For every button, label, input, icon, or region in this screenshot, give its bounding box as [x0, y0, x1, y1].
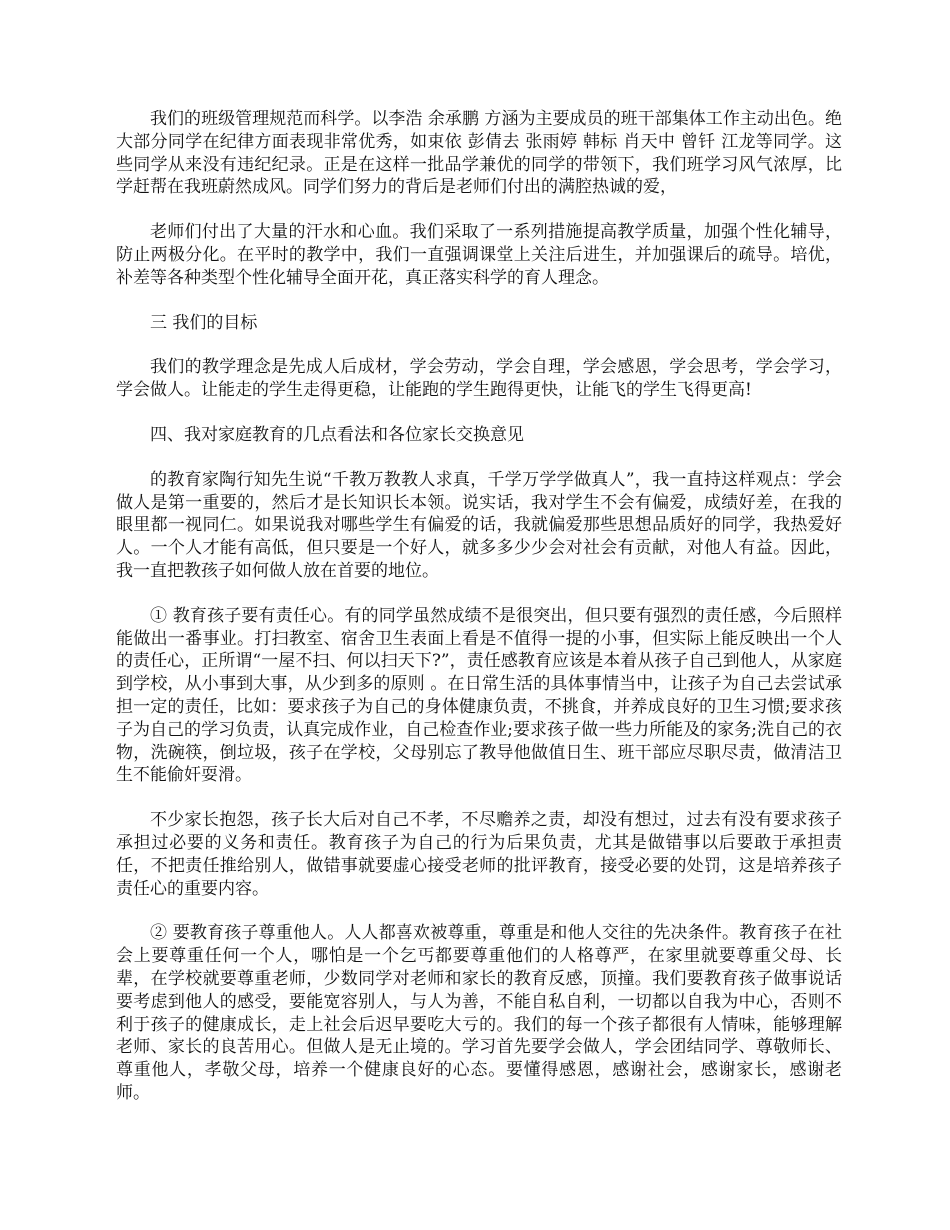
paragraph-respect-others: ② 要教育孩子尊重他人。人人都喜欢被尊重，尊重是和他人交往的先决条件。教育孩子在社会上要尊重任何一个人，哪怕是一个乞丐都要尊重他们的人格尊严，在家里就要尊重父母、长辈，在学校就要尊重老师，少数同学对老师和家长的教育反感，顶撞。我们要教育孩子做事说话要考虑到他人的感受，要能宽容别人，与人为善，不能自私自利，一切都以自我为中心，否则不利于孩子的健康成长，走上社会后迟早要吃大亏的。我们的每一个孩子都很有人情味，能够理解老师、家长的良苦用心。但做人是无止境的。学习首先要学会做人，学会团结同学、尊敬师长、尊重他人，孝敬父母，培养一个健康良好的心态。要懂得感恩，感谢社会，感谢家长，感谢老师。 [116, 923, 842, 1103]
section-heading-goals: 三 我们的目标 [150, 312, 258, 333]
paragraph-responsibility: ① 教育孩子要有责任心。有的同学虽然成绩不是很突出，但只要有强烈的责任感，今后照样能做出一番事业。打扫教室、宿舍卫生表面上看是不值得一提的小事，但实际上能反映出一个人的责任心，正所谓“一屋不扫、何以扫天下?”，责任感教育应该是本着从孩子自己到他人，从家庭到学校，从小事到大事，从少到多的原则 。在日常生活的具体事情当中，让孩子为自己去尝试承担一定的责任，比如：要求孩子为自己的身体健康负责，不挑食，并养成良好的卫生习惯;要求孩子为自己的学习负责，认真完成作业，自己检查作业;要求孩子做一些力所能及的家务;洗自己的衣物，洗碗筷，倒垃圾，孩子在学校，父母别忘了教导他做值日生、班干部应尽职尽责，做清洁卫生不能偷奸耍滑。 [116, 605, 843, 786]
paragraph-teaching-philosophy: 我们的教学理念是先成人后成材，学会劳动，学会自理，学会感恩，学会思考，学会学习，学会做人。让能走的学生走得更稳，让能跑的学生跑得更快，让能飞的学生飞得更高! [116, 357, 842, 401]
paragraph-tao-xingzhi: 的教育家陶行知先生说“千教万教教人求真，千学万学学做真人”，我一直持这样观点：学会做人是第一重要的，然后才是长知识长本领。说实话，我对学生不会有偏爱，成绩好差，在我的眼里都一视同仁。如果说我对哪些学生有偏爱的话，我就偏爱那些思想品质好的同学，我热爱好人。一个人才能有高低，但只要是一个好人，就多多少少会对社会有贡献，对他人有益。因此，我一直把教孩子如何做人放在首要的地位。 [116, 469, 842, 581]
section-heading-family-education: 四、我对家庭教育的几点看法和各位家长交换意见 [150, 424, 524, 445]
paragraph-parents-complaint: 不少家长抱怨，孩子长大后对自己不孝，不尽赡养之责，却没有想过，过去有没有要求孩子承担过必要的义务和责任。教育孩子为自己的行为后果负责，尤其是做错事以后要敢于承担责任，不把责任推给别人，做错事就要虚心接受老师的批评教育，接受必要的处罚，这是培养孩子责任心的重要内容。 [116, 810, 842, 899]
paragraph-teachers-effort: 老师们付出了大量的汗水和心血。我们采取了一系列措施提高教学质量，加强个性化辅导，防止两极分化。在平时的教学中，我们一直强调课堂上关注后进生，并加强课后的疏导。培优，补差等各种类型个性化辅导全面开花，真正落实科学的育人理念。 [116, 222, 842, 288]
document-body [116, 108, 842, 1127]
paragraph-class-management: 我们的班级管理规范而科学。以李浩 余承鹏 方涵为主要成员的班干部集体工作主动出色。绝大部分同学在纪律方面表现非常优秀，如束依 彭倩去 张雨婷 韩标 肖天中 曾钎 江龙等同学。这些同学从来没有违纪纪录。正是在这样一批品学兼优的同学的带领下，我们班学习风气浓厚，比学赶帮在我班蔚然成风。同学们努力的背后是老师们付出的满腔热诚的爱， [116, 109, 842, 198]
